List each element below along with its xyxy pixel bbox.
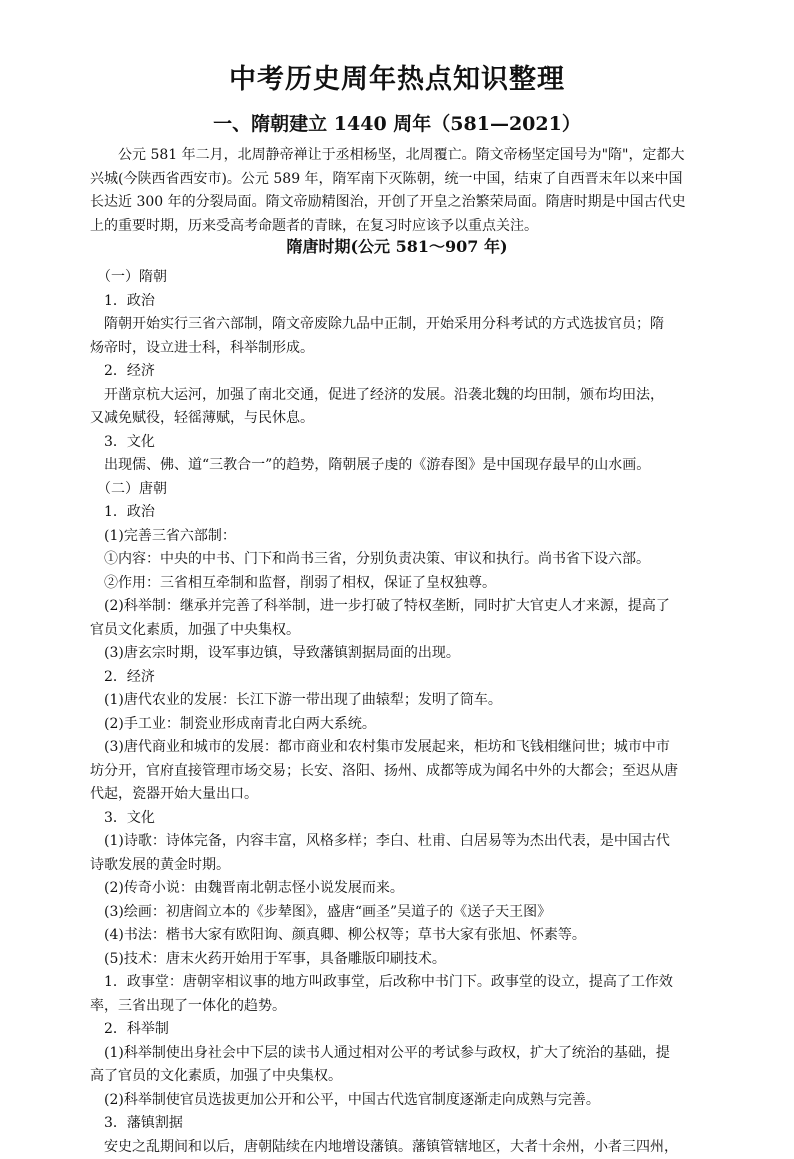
body-line: （二）唐朝 [90,478,742,502]
body-line: 坊分开，官府直接管理市场交易；长安、洛阳、扬州、成都等成为闻名中外的大都会；至迟从唐 [90,760,742,784]
body-line: 2．经济 [90,666,742,690]
body-line: (2)科举制使官员选拔更加公开和公平，中国古代选官制度逐渐走向成熟与完善。 [90,1089,742,1113]
body-line: 又减免赋役，轻徭薄赋，与民休息。 [90,407,742,431]
body-line: 诗歌发展的黄金时期。 [90,854,742,878]
body-line: (2)科举制：继承并完善了科举制，进一步打破了特权垄断，同时扩大官吏人才来源，提高了 [90,595,742,619]
body-line: 1．政治 [90,501,742,525]
body-line: ②作用：三省相互牵制和监督，削弱了相权，保证了皇权独尊。 [90,572,742,596]
body-line: (3)唐玄宗时期，设军事边镇，导致藩镇割据局面的出现。 [90,642,742,666]
body-line: 隋朝开始实行三省六部制，隋文帝废除九品中正制，开始采用分科考试的方式选拔官员；隋 [90,313,742,337]
body-line: (3)唐代商业和城市的发展：都市商业和农村集市发展起来，柜坊和飞钱相继问世；城市中市 [90,736,742,760]
body-line: 安史之乱期间和以后，唐朝陆续在内地增设藩镇。藩镇管辖地区，大者十余州，小者三四州， [90,1136,742,1159]
body-line: (4)书法：楷书大家有欧阳询、颜真卿、柳公权等；草书大家有张旭、怀素等。 [90,924,742,948]
body-line: 1．政治 [90,290,742,314]
period-heading: 隋唐时期(公元 581～907 年) [0,234,794,260]
document-title: 中考历史周年热点知识整理 [0,62,794,98]
body-line: 官员文化素质，加强了中央集权。 [90,619,742,643]
body-line: 2．科举制 [90,1018,742,1042]
body-line: 出现儒、佛、道“三教合一”的趋势，隋朝展子虔的《游春图》是中国现存最早的山水画。 [90,454,742,478]
body-line: 代起，瓷器开始大量出口。 [90,783,742,807]
body-line: (1)科举制使出身社会中下层的读书人通过相对公平的考试参与政权，扩大了统治的基础，提 [90,1042,742,1066]
body-line: (1)诗歌：诗体完备，内容丰富，风格多样；李白、杜甫、白居易等为杰出代表，是中国古代 [90,830,742,854]
body-line: 1．政事堂：唐朝宰相议事的地方叫政事堂，后改称中书门下。政事堂的设立，提高了工作效 [90,971,742,995]
body-line: （一）隋朝 [90,266,742,290]
intro-line: 兴城(今陕西省西安市)。公元 589 年，隋军南下灭陈朝，统一中国，结束了自西晋末年以来中国 [90,168,742,192]
intro-paragraph [90,144,742,238]
body-line: 炀帝时，设立进士科，科举制形成。 [90,337,742,361]
section-heading: 一、隋朝建立 1440 周年（581—2021） [0,110,794,138]
body-line: 3．藩镇割据 [90,1112,742,1136]
intro-line: 长达近 300 年的分裂局面。隋文帝励精图治，开创了开皇之治繁荣局面。隋唐时期是中国古代史 [90,191,742,215]
body-line: (3)绘画：初唐阎立本的《步辇图》，盛唐“画圣”吴道子的《送子天王图》 [90,901,742,925]
body-line: 开凿京杭大运河，加强了南北交通，促进了经济的发展。沿袭北魏的均田制，颁布均田法， [90,384,742,408]
body-line: (1)唐代农业的发展：长江下游一带出现了曲辕犁；发明了筒车。 [90,689,742,713]
body-line: 2．经济 [90,360,742,384]
body-line: 3．文化 [90,807,742,831]
body-line: 率，三省出现了一体化的趋势。 [90,995,742,1019]
intro-line: 公元 581 年二月，北周静帝禅让于丞相杨坚，北周覆亡。隋文帝杨坚定国号为"隋"，定都大 [90,144,742,168]
body-line: (2)传奇小说：由魏晋南北朝志怪小说发展而来。 [90,877,742,901]
body-line: (2)手工业：制瓷业形成南青北白两大系统。 [90,713,742,737]
body-line: ①内容：中央的中书、门下和尚书三省，分别负责决策、审议和执行。尚书省下设六部。 [90,548,742,572]
body-line: (1)完善三省六部制： [90,525,742,549]
intro-line: 上的重要时期，历来受高考命题者的青睐，在复习时应该予以重点关注。 [90,215,742,239]
body-line: 3．文化 [90,431,742,455]
body-text [90,266,742,1159]
body-line: 高了官员的文化素质，加强了中央集权。 [90,1065,742,1089]
body-line: (5)技术：唐末火药开始用于军事，具备雕版印刷技术。 [90,948,742,972]
